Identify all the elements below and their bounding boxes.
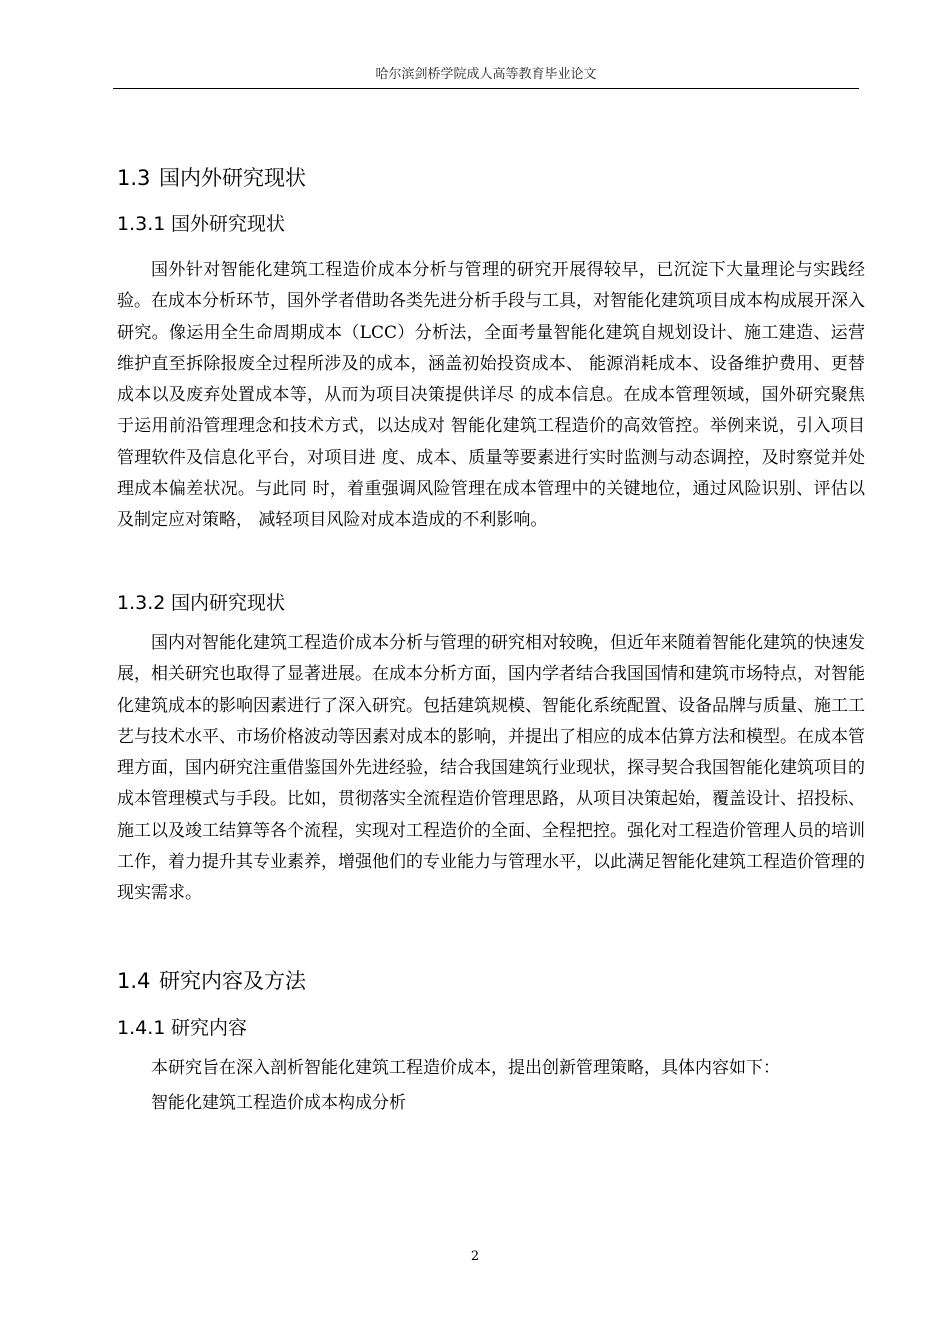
section-title: 研究内容	[171, 1017, 248, 1039]
paragraph-domestic-research: 国内对智能化建筑工程造价成本分析与管理的研究相对较晚，但近年来随着智能化建筑的快速发展，相关研究也取得了显著进展。在成本分析方面，国内学者结合我国国情和建筑市场特点，对智能化建筑成本的影响因素进行了深入研究。包括建筑规模、智能化系统配置、设备品牌与质量、施工工艺与技术水平、市场价格波动等因素对成本的影响，并提出了相应的成本估算方法和模型。在成本管理方面，国内研究注重借鉴国外先进经验，结合我国建筑行业现状，探寻契合我国智能化建筑项目的成本管理模式与手段。比如，贯彻落实全流程造价管理思路，从项目决策起始，覆盖设计、招投标、施工以及竣工结算等各个流程，实现对工程造价的全面、全程把控。强化对工程造价管理人员的培训工作，着力提升其专业素养，增强他们的专业能力与管理水平，以此满足智能化建筑工程造价管理的现实需求。	[117, 633, 865, 904]
section-heading-1-3-1	[117, 210, 285, 238]
research-content-intro: 本研究旨在深入剖析智能化建筑工程造价成本，提出创新管理策略，具体内容如下：	[151, 1058, 780, 1078]
section-title: 研究内容及方法	[159, 969, 306, 993]
page-number: 2	[470, 1249, 480, 1264]
section-heading-1-3-2	[117, 589, 285, 617]
section-number: 1.3	[117, 166, 151, 190]
section-number: 1.4.1	[117, 1017, 166, 1039]
header-rule	[113, 88, 859, 89]
section-number: 1.3.1	[117, 213, 166, 235]
paragraph-foreign-research: 国外针对智能化建筑工程造价成本分析与管理的研究开展得较早，已沉淀下大量理论与实践经验。在成本分析环节，国外学者借助各类先进分析手段与工具，对智能化建筑项目成本构成展开深入研究。像运用全生命周期成本（LCC）分析法，全面考量智能化建筑自规划设计、施工建造、运营维护直至拆除报废全过程所涉及的成本，涵盖初始投资成本、 能源消耗成本、设备维护费用、更替成本以及废弃处置成本等，从而为项目决策提供详尽 的成本信息。在成本管理领域，国外研究聚焦于运用前沿管理理念和技术方式，以达成对 智能化建筑工程造价的高效管控。举例来说，引入项目管理软件及信息化平台，对项目进 度、成本、质量等要素进行实时监测与动态调控，及时察觉并处理成本偏差状况。与此同 时，着重强调风险管理在成本管理中的关键地位，通过风险识别、评估以及制定应对策略， 减轻项目风险对成本造成的不利影响。	[117, 260, 865, 531]
running-header: 哈尔滨剑桥学院成人高等教育毕业论文	[375, 67, 597, 82]
section-title: 国内外研究现状	[159, 166, 306, 190]
section-number: 1.3.2	[117, 592, 166, 614]
section-title: 国内研究现状	[171, 592, 286, 614]
section-heading-1-4	[117, 966, 306, 996]
section-heading-1-3	[117, 163, 306, 193]
section-heading-1-4-1	[117, 1014, 247, 1042]
section-title: 国外研究现状	[171, 213, 286, 235]
section-number: 1.4	[117, 969, 151, 993]
research-content-item: 智能化建筑工程造价成本构成分析	[151, 1093, 406, 1113]
